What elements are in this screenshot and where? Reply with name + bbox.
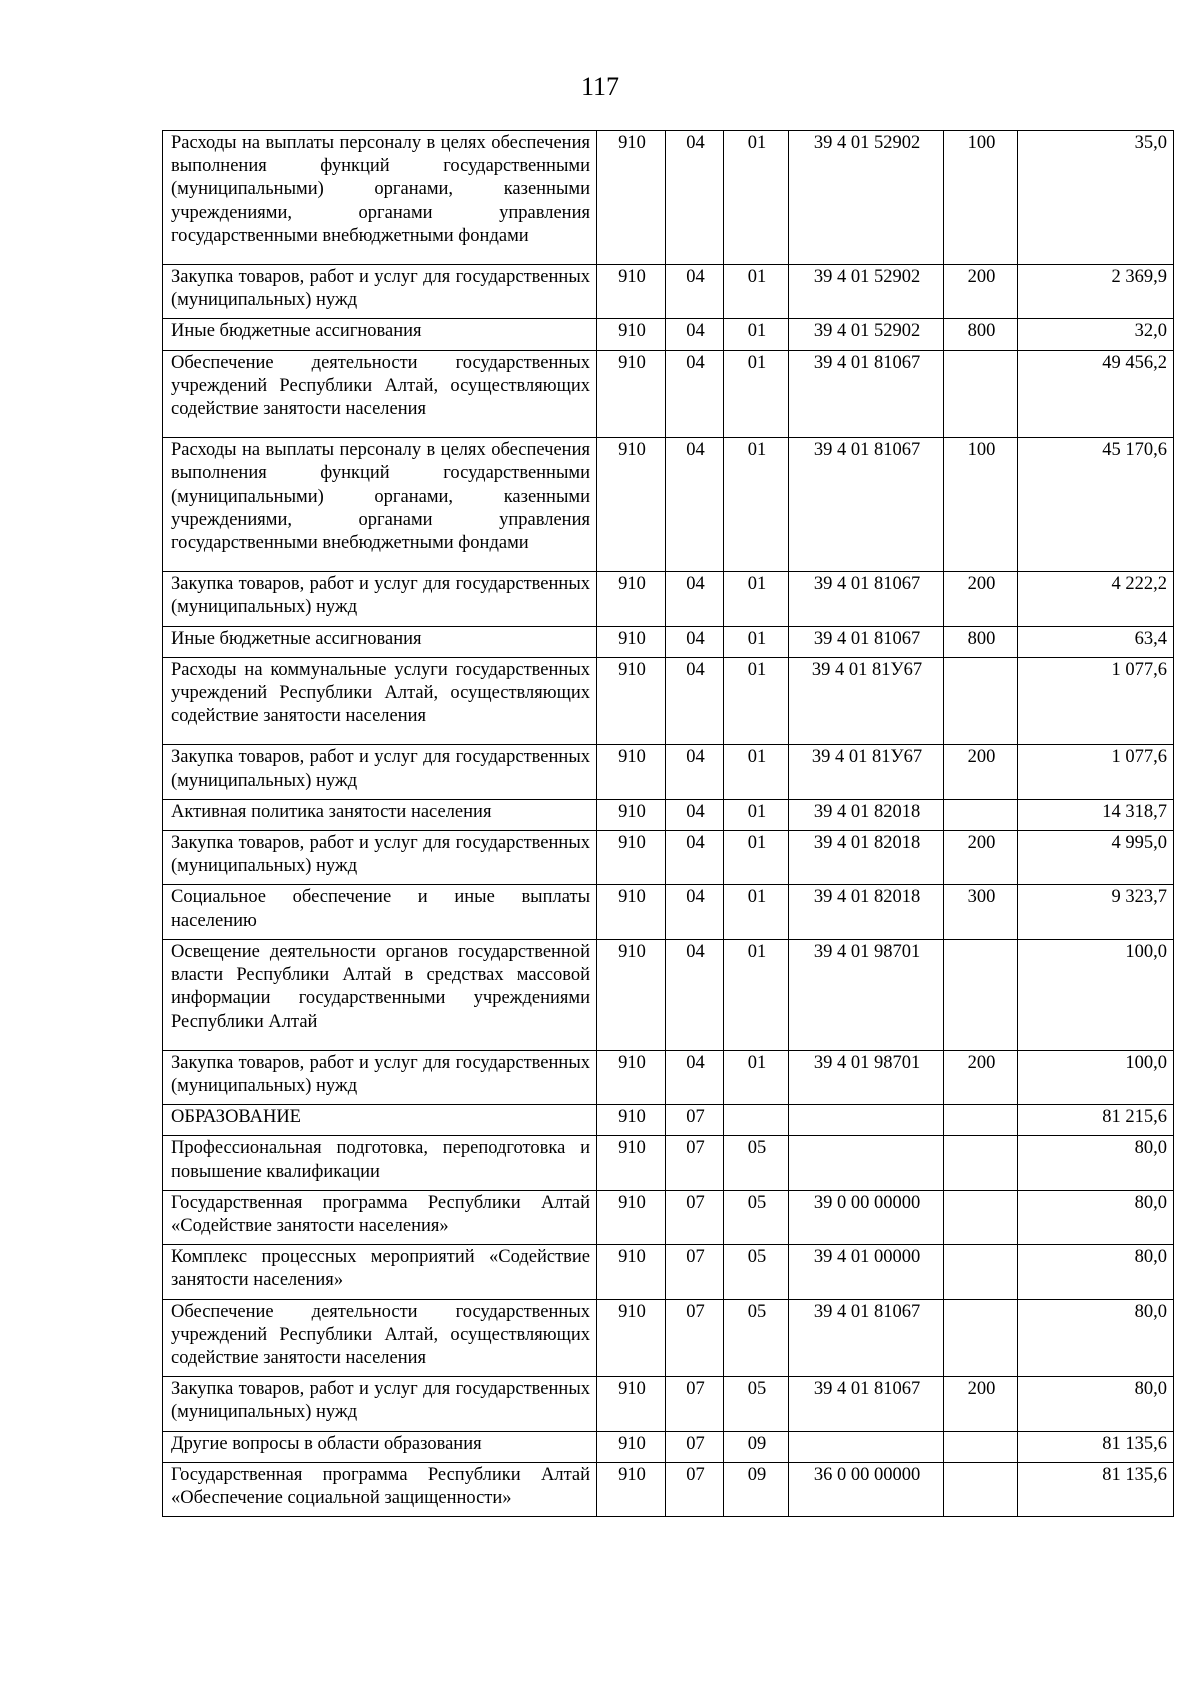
budget-table	[162, 130, 1174, 1517]
expense-type-cell: 100	[944, 438, 1018, 572]
table-row	[163, 1245, 1174, 1299]
expense-name-cell: Закупка товаров, работ и услуг для государственных (муниципальных) нужд	[163, 265, 597, 319]
subsection-code-cell: 01	[724, 745, 789, 799]
expense-name-cell: Комплекс процессных мероприятий «Содействие занятости населения»	[163, 1245, 597, 1299]
table-body	[163, 131, 1174, 1517]
expense-type-cell: 800	[944, 319, 1018, 350]
section-code-cell: 04	[666, 657, 724, 745]
target-article-cell: 39 4 01 81У67	[789, 745, 944, 799]
expense-name-cell: Другие вопросы в области образования	[163, 1431, 597, 1462]
expense-name-cell: Закупка товаров, работ и услуг для государственных (муниципальных) нужд	[163, 1377, 597, 1431]
grbs-code-cell: 910	[597, 1105, 666, 1136]
target-article-cell	[789, 1105, 944, 1136]
target-article-cell: 39 4 01 81067	[789, 1299, 944, 1377]
subsection-code-cell: 01	[724, 831, 789, 885]
section-code-cell: 07	[666, 1190, 724, 1244]
target-article-cell: 39 4 01 52902	[789, 319, 944, 350]
section-code-cell: 07	[666, 1136, 724, 1190]
amount-cell: 9 323,7	[1018, 885, 1174, 939]
expense-type-cell	[944, 939, 1018, 1050]
expense-name-cell: Иные бюджетные ассигнования	[163, 319, 597, 350]
section-code-cell: 04	[666, 438, 724, 572]
section-code-cell: 04	[666, 265, 724, 319]
target-article-cell: 39 4 01 98701	[789, 1050, 944, 1104]
expense-type-cell	[944, 657, 1018, 745]
table-row	[163, 438, 1174, 572]
target-article-cell: 39 4 01 00000	[789, 1245, 944, 1299]
expense-type-cell	[944, 350, 1018, 438]
subsection-code-cell: 01	[724, 319, 789, 350]
expense-name-cell: Социальное обеспечение и иные выплаты населению	[163, 885, 597, 939]
target-article-cell: 39 4 01 52902	[789, 265, 944, 319]
subsection-code-cell: 01	[724, 131, 789, 265]
target-article-cell: 39 4 01 52902	[789, 131, 944, 265]
amount-cell: 14 318,7	[1018, 799, 1174, 830]
page-number: 117	[580, 72, 620, 101]
amount-cell: 2 369,9	[1018, 265, 1174, 319]
grbs-code-cell: 910	[597, 131, 666, 265]
amount-cell: 1 077,6	[1018, 745, 1174, 799]
subsection-code-cell: 01	[724, 1050, 789, 1104]
section-code-cell: 07	[666, 1462, 724, 1516]
expense-type-cell	[944, 1299, 1018, 1377]
subsection-code-cell: 05	[724, 1245, 789, 1299]
amount-cell: 80,0	[1018, 1377, 1174, 1431]
section-code-cell: 04	[666, 131, 724, 265]
target-article-cell: 39 0 00 00000	[789, 1190, 944, 1244]
section-code-cell: 04	[666, 831, 724, 885]
grbs-code-cell: 910	[597, 1136, 666, 1190]
target-article-cell: 36 0 00 00000	[789, 1462, 944, 1516]
expense-name-cell: Закупка товаров, работ и услуг для государственных (муниципальных) нужд	[163, 745, 597, 799]
grbs-code-cell: 910	[597, 265, 666, 319]
section-code-cell: 04	[666, 885, 724, 939]
expense-type-cell: 200	[944, 1377, 1018, 1431]
table-row	[163, 1050, 1174, 1104]
subsection-code-cell: 05	[724, 1377, 789, 1431]
expense-type-cell	[944, 1431, 1018, 1462]
table-row	[163, 1377, 1174, 1431]
section-code-cell: 04	[666, 799, 724, 830]
section-code-cell: 07	[666, 1245, 724, 1299]
amount-cell: 81 135,6	[1018, 1431, 1174, 1462]
section-code-cell: 04	[666, 350, 724, 438]
amount-cell: 80,0	[1018, 1190, 1174, 1244]
expense-type-cell	[944, 1462, 1018, 1516]
expense-type-cell: 200	[944, 572, 1018, 626]
amount-cell: 100,0	[1018, 939, 1174, 1050]
grbs-code-cell: 910	[597, 939, 666, 1050]
expense-type-cell: 100	[944, 131, 1018, 265]
expense-type-cell	[944, 799, 1018, 830]
expense-name-cell: Иные бюджетные ассигнования	[163, 626, 597, 657]
table-row	[163, 1190, 1174, 1244]
target-article-cell: 39 4 01 81У67	[789, 657, 944, 745]
amount-cell: 45 170,6	[1018, 438, 1174, 572]
section-code-cell: 07	[666, 1105, 724, 1136]
subsection-code-cell: 05	[724, 1190, 789, 1244]
grbs-code-cell: 910	[597, 799, 666, 830]
target-article-cell: 39 4 01 98701	[789, 939, 944, 1050]
subsection-code-cell: 01	[724, 350, 789, 438]
expense-name-cell: Государственная программа Республики Алтай «Содействие занятости населения»	[163, 1190, 597, 1244]
grbs-code-cell: 910	[597, 1431, 666, 1462]
section-code-cell: 04	[666, 939, 724, 1050]
section-code-cell: 04	[666, 745, 724, 799]
target-article-cell: 39 4 01 82018	[789, 831, 944, 885]
expense-type-cell	[944, 1190, 1018, 1244]
grbs-code-cell: 910	[597, 885, 666, 939]
subsection-code-cell: 01	[724, 799, 789, 830]
table-row	[163, 1105, 1174, 1136]
subsection-code-cell: 09	[724, 1431, 789, 1462]
grbs-code-cell: 910	[597, 1190, 666, 1244]
table-row	[163, 657, 1174, 745]
expense-type-cell	[944, 1105, 1018, 1136]
expense-name-cell: Закупка товаров, работ и услуг для государственных (муниципальных) нужд	[163, 1050, 597, 1104]
amount-cell: 63,4	[1018, 626, 1174, 657]
table-row	[163, 939, 1174, 1050]
subsection-code-cell: 01	[724, 626, 789, 657]
expense-name-cell: Государственная программа Республики Алтай «Обеспечение социальной защищенности»	[163, 1462, 597, 1516]
expense-type-cell: 200	[944, 745, 1018, 799]
subsection-code-cell: 01	[724, 572, 789, 626]
expense-name-cell: Обеспечение деятельности государственных учреждений Республики Алтай, осуществляющих содействие занятости населения	[163, 350, 597, 438]
table-row	[163, 265, 1174, 319]
table-row	[163, 1431, 1174, 1462]
expense-type-cell: 300	[944, 885, 1018, 939]
expense-name-cell: Расходы на выплаты персоналу в целях обеспечения выполнения функций государственными (муниципальными) органами, казенными учреждениями, органами управления государственными внебюджетными фондами	[163, 438, 597, 572]
grbs-code-cell: 910	[597, 319, 666, 350]
expense-name-cell: Активная политика занятости населения	[163, 799, 597, 830]
amount-cell: 80,0	[1018, 1245, 1174, 1299]
target-article-cell: 39 4 01 81067	[789, 572, 944, 626]
amount-cell: 80,0	[1018, 1136, 1174, 1190]
grbs-code-cell: 910	[597, 572, 666, 626]
subsection-code-cell: 01	[724, 939, 789, 1050]
table-row	[163, 799, 1174, 830]
table-row	[163, 1462, 1174, 1516]
amount-cell: 100,0	[1018, 1050, 1174, 1104]
grbs-code-cell: 910	[597, 657, 666, 745]
grbs-code-cell: 910	[597, 1245, 666, 1299]
subsection-code-cell: 05	[724, 1136, 789, 1190]
subsection-code-cell: 05	[724, 1299, 789, 1377]
grbs-code-cell: 910	[597, 626, 666, 657]
target-article-cell: 39 4 01 81067	[789, 1377, 944, 1431]
amount-cell: 35,0	[1018, 131, 1174, 265]
subsection-code-cell: 01	[724, 265, 789, 319]
expense-name-cell: Профессиональная подготовка, переподготовка и повышение квалификации	[163, 1136, 597, 1190]
grbs-code-cell: 910	[597, 1377, 666, 1431]
amount-cell: 49 456,2	[1018, 350, 1174, 438]
section-code-cell: 04	[666, 319, 724, 350]
target-article-cell: 39 4 01 82018	[789, 885, 944, 939]
section-code-cell: 07	[666, 1377, 724, 1431]
subsection-code-cell: 01	[724, 657, 789, 745]
target-article-cell	[789, 1136, 944, 1190]
amount-cell: 32,0	[1018, 319, 1174, 350]
table-row	[163, 350, 1174, 438]
table-row	[163, 131, 1174, 265]
table-row	[163, 1299, 1174, 1377]
grbs-code-cell: 910	[597, 1299, 666, 1377]
subsection-code-cell: 01	[724, 885, 789, 939]
expense-name-cell: ОБРАЗОВАНИЕ	[163, 1105, 597, 1136]
amount-cell: 1 077,6	[1018, 657, 1174, 745]
table-row	[163, 626, 1174, 657]
subsection-code-cell	[724, 1105, 789, 1136]
grbs-code-cell: 910	[597, 350, 666, 438]
target-article-cell	[789, 1431, 944, 1462]
expense-name-cell: Расходы на коммунальные услуги государственных учреждений Республики Алтай, осуществляющих содействие занятости населения	[163, 657, 597, 745]
expense-name-cell: Расходы на выплаты персоналу в целях обеспечения выполнения функций государственными (муниципальными) органами, казенными учреждениями, органами управления государственными внебюджетными фондами	[163, 131, 597, 265]
expense-type-cell	[944, 1136, 1018, 1190]
table-row	[163, 831, 1174, 885]
subsection-code-cell: 01	[724, 438, 789, 572]
expense-type-cell	[944, 1245, 1018, 1299]
expense-name-cell: Обеспечение деятельности государственных учреждений Республики Алтай, осуществляющих содействие занятости населения	[163, 1299, 597, 1377]
expense-name-cell: Освещение деятельности органов государственной власти Республики Алтай в средствах массовой информации государственными учреждениями Республики Алтай	[163, 939, 597, 1050]
amount-cell: 80,0	[1018, 1299, 1174, 1377]
expense-type-cell: 800	[944, 626, 1018, 657]
target-article-cell: 39 4 01 81067	[789, 350, 944, 438]
section-code-cell: 07	[666, 1431, 724, 1462]
grbs-code-cell: 910	[597, 831, 666, 885]
expense-name-cell: Закупка товаров, работ и услуг для государственных (муниципальных) нужд	[163, 831, 597, 885]
grbs-code-cell: 910	[597, 1050, 666, 1104]
amount-cell: 81 135,6	[1018, 1462, 1174, 1516]
amount-cell: 4 995,0	[1018, 831, 1174, 885]
subsection-code-cell: 09	[724, 1462, 789, 1516]
expense-type-cell: 200	[944, 265, 1018, 319]
target-article-cell: 39 4 01 82018	[789, 799, 944, 830]
grbs-code-cell: 910	[597, 438, 666, 572]
amount-cell: 4 222,2	[1018, 572, 1174, 626]
grbs-code-cell: 910	[597, 1462, 666, 1516]
grbs-code-cell: 910	[597, 745, 666, 799]
target-article-cell: 39 4 01 81067	[789, 438, 944, 572]
amount-cell: 81 215,6	[1018, 1105, 1174, 1136]
table-row	[163, 745, 1174, 799]
table-row	[163, 319, 1174, 350]
section-code-cell: 04	[666, 626, 724, 657]
target-article-cell: 39 4 01 81067	[789, 626, 944, 657]
section-code-cell: 04	[666, 572, 724, 626]
expense-name-cell: Закупка товаров, работ и услуг для государственных (муниципальных) нужд	[163, 572, 597, 626]
expense-type-cell: 200	[944, 1050, 1018, 1104]
section-code-cell: 04	[666, 1050, 724, 1104]
table-row	[163, 1136, 1174, 1190]
expense-type-cell: 200	[944, 831, 1018, 885]
table-row	[163, 885, 1174, 939]
section-code-cell: 07	[666, 1299, 724, 1377]
table-row	[163, 572, 1174, 626]
